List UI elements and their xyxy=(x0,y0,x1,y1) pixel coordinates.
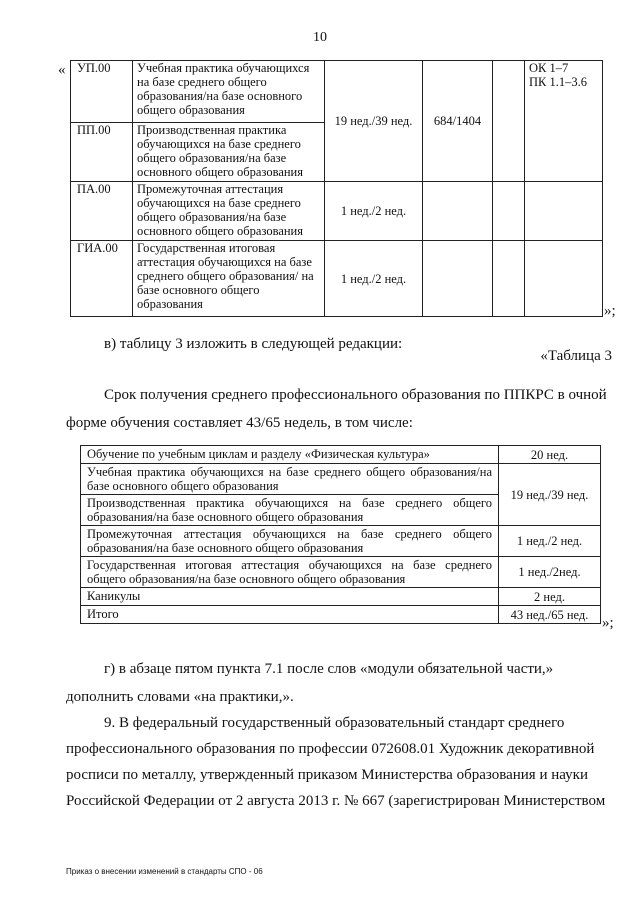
table-cell-name: Учебная практика обучающихся на базе среднего общего образования/на базе основного общего образования xyxy=(133,61,325,123)
table-cell-name: Производственная практика обучающихся на базе среднего общего образования/на базе основного общего образования xyxy=(133,123,325,182)
table-cell-competencies: ОК 1–7 ПК 1.1–3.6 xyxy=(525,61,603,182)
paragraph-9-line-1: 9. В федеральный государственный образовательный стандарт среднего xyxy=(104,715,565,731)
table3-label-cell: Учебная практика обучающихся на базе среднего общего образования/на базе основного общего образования xyxy=(81,464,499,495)
paragraph-g-line-1: г) в абзаце пятом пункта 7.1 после слов «модули обязательной части,» xyxy=(104,661,554,677)
paragraph-9-line-2: профессионального образования по профессии 072608.01 Художник декоративной xyxy=(66,741,595,757)
table3-label-cell: Обучение по учебным циклам и разделу «Физическая культура» xyxy=(81,446,499,464)
table3-value-cell: 1 нед./2нед. xyxy=(499,557,601,588)
table-cell-empty xyxy=(525,241,603,317)
intro-line-2: форме обучения составляет 43/65 недель, в том числе: xyxy=(66,415,413,431)
table3-label-cell: Государственная итоговая аттестация обучающихся на базе среднего общего образования/на базе основного общего образования xyxy=(81,557,499,588)
table-cell-code: ГИА.00 xyxy=(71,241,133,317)
table-cell-duration: 19 нед./39 нед. xyxy=(325,61,423,182)
footer-note: Приказ о внесении изменений в стандарты СПО - 06 xyxy=(66,867,263,876)
table-cell-empty xyxy=(525,182,603,241)
table-cell-duration: 1 нед./2 нед. xyxy=(325,182,423,241)
table-cell-name: Государственная итоговая аттестация обучающихся на базе среднего общего образования/ на базе основного общего образования xyxy=(133,241,325,317)
table-cell-empty xyxy=(493,182,525,241)
table1-close-quote: »; xyxy=(604,303,616,319)
table3-value-cell: 2 нед. xyxy=(499,588,601,606)
table-cell-duration: 1 нед./2 нед. xyxy=(325,241,423,317)
table3-label: «Таблица 3 xyxy=(540,348,612,364)
paragraph-9-line-3: росписи по металлу, утвержденный приказом Министерства образования и науки xyxy=(66,767,588,783)
table3-close-quote: »; xyxy=(602,615,614,631)
paragraph-b: в) таблицу 3 изложить в следующей редакции: xyxy=(104,336,403,352)
table3-value-cell: 43 нед./65 нед. xyxy=(499,606,601,624)
table-cell-empty xyxy=(493,61,525,182)
table-cell-empty xyxy=(493,241,525,317)
paragraph-9-line-4: Российской Федерации от 2 августа 2013 г. № 667 (зарегистрирован Министерством xyxy=(66,793,606,809)
table1-open-quote: « xyxy=(58,62,66,78)
intro-line-1: Срок получения среднего профессионального образования по ППКРС в очной xyxy=(104,387,607,403)
table-cell-hours: 684/1404 xyxy=(423,61,493,182)
table-cell-empty xyxy=(423,182,493,241)
paragraph-g-line-2: дополнить словами «на практики,». xyxy=(66,689,294,705)
page-number: 10 xyxy=(313,30,327,45)
table-cell-code: ПП.00 xyxy=(71,123,133,182)
table-cell-code: УП.00 xyxy=(71,61,133,123)
table-cell-name: Промежуточная аттестация обучающихся на базе среднего общего образования/на базе основного общего образования xyxy=(133,182,325,241)
table3-label-cell: Каникулы xyxy=(81,588,499,606)
table3-value-cell: 1 нед./2 нед. xyxy=(499,526,601,557)
table3-label-cell: Производственная практика обучающихся на базе среднего общего образования/на базе основного общего образования xyxy=(81,495,499,526)
table3-label-cell: Итого xyxy=(81,606,499,624)
table-3 xyxy=(80,445,601,624)
practice-table xyxy=(70,60,603,317)
table-cell-code: ПА.00 xyxy=(71,182,133,241)
table3-value-cell: 20 нед. xyxy=(499,446,601,464)
table3-label-cell: Промежуточная аттестация обучающихся на базе среднего общего образования/на базе основного общего образования xyxy=(81,526,499,557)
table-cell-empty xyxy=(423,241,493,317)
table3-value-cell: 19 нед./39 нед. xyxy=(499,464,601,526)
